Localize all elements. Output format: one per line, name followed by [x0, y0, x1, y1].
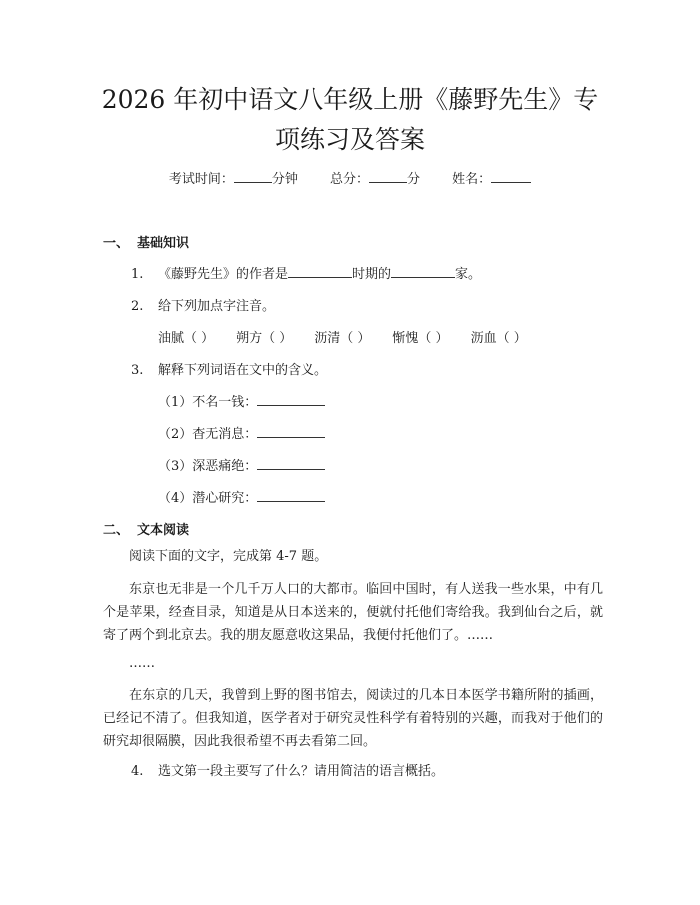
reading-paragraph-2: 在东京的几天，我曾到上野的图书馆去，阅读过的几本日本医学书籍所附的插画，已经记不清了。但我知道，医学者对于研究灵性科学有着特别的兴趣，而我对于他们的研究却很隔膜，因此我很希望不再去看第二回。 — [103, 688, 603, 749]
question-text: 选文第一段主要写了什么？请用简洁的语言概括。 — [158, 764, 445, 779]
term-label: （3）深恶痛绝： — [158, 459, 258, 474]
document-title — [60, 80, 640, 160]
question-number: 1. — [131, 267, 144, 282]
score-blank — [369, 170, 407, 183]
question-number: 4. — [131, 764, 144, 779]
pinyin-item: 惭愧（ ） — [392, 331, 449, 346]
answer-blank — [257, 393, 325, 406]
time-unit: 分钟 — [271, 172, 298, 187]
term-item — [158, 391, 325, 410]
term-label: （1）不名一钱： — [158, 395, 258, 410]
title-line-2: 项练习及答案 — [274, 125, 425, 154]
question-2 — [131, 295, 275, 314]
answer-blank — [257, 457, 325, 470]
section-number: 一、 — [103, 236, 130, 251]
question-3 — [131, 359, 327, 378]
pinyin-item: 沥清（ ） — [314, 331, 371, 346]
pinyin-item: 朔方（ ） — [236, 331, 293, 346]
pinyin-item: 油腻（ ） — [158, 331, 215, 346]
answer-blank — [257, 425, 325, 438]
name-label: 姓名： — [452, 172, 492, 187]
section-title: 基础知识 — [137, 236, 190, 251]
score-unit: 分 — [407, 172, 421, 187]
question-text: 《藤野先生》的作者是 — [158, 267, 289, 282]
question-text: 解释下列词语在文中的含义。 — [158, 363, 328, 378]
time-label: 考试时间： — [168, 172, 234, 187]
answer-blank — [257, 489, 325, 502]
term-label: （2）杳无消息： — [158, 427, 258, 442]
question-number: 3. — [131, 363, 144, 378]
time-blank — [234, 170, 272, 183]
answer-blank — [288, 265, 352, 278]
question-text: 给下列加点字注音。 — [158, 299, 276, 314]
question-1 — [131, 263, 481, 282]
term-item — [158, 423, 325, 442]
section-heading-2 — [103, 519, 189, 538]
reading-ellipsis: …… — [129, 656, 155, 671]
exam-meta — [0, 168, 700, 187]
section-number: 二、 — [103, 523, 130, 538]
question-4 — [131, 760, 444, 779]
term-label: （4）潜心研究： — [158, 491, 258, 506]
pinyin-item: 沥血（ ） — [470, 331, 527, 346]
section-heading-1 — [103, 232, 189, 251]
section-title: 文本阅读 — [137, 523, 190, 538]
term-item — [158, 455, 325, 474]
answer-blank — [391, 265, 455, 278]
exam-time — [169, 172, 298, 187]
question-number: 2. — [131, 299, 144, 314]
student-name — [452, 172, 531, 187]
name-blank — [491, 170, 531, 183]
question-text: 家。 — [455, 267, 482, 282]
question-text: 时期的 — [352, 267, 392, 282]
term-item — [158, 487, 325, 506]
title-line-1: 2026 年初中语文八年级上册《藤野先生》专 — [101, 85, 599, 114]
reading-intro: 阅读下面的文字，完成第 4-7 题。 — [129, 549, 328, 564]
reading-paragraph-1: 东京也无非是一个几千万人口的大都市。临回中国时，有人送我一些水果，中有几个是苹果，经查目录，知道是从日本送来的，便就付托他们寄给我。我到仙台之后，就寄了两个到北京去。我的朋友愿意收这果品，我便付托他们了。…… — [103, 582, 603, 643]
total-score — [330, 172, 420, 187]
pinyin-items — [158, 327, 549, 346]
score-label: 总分： — [329, 172, 369, 187]
